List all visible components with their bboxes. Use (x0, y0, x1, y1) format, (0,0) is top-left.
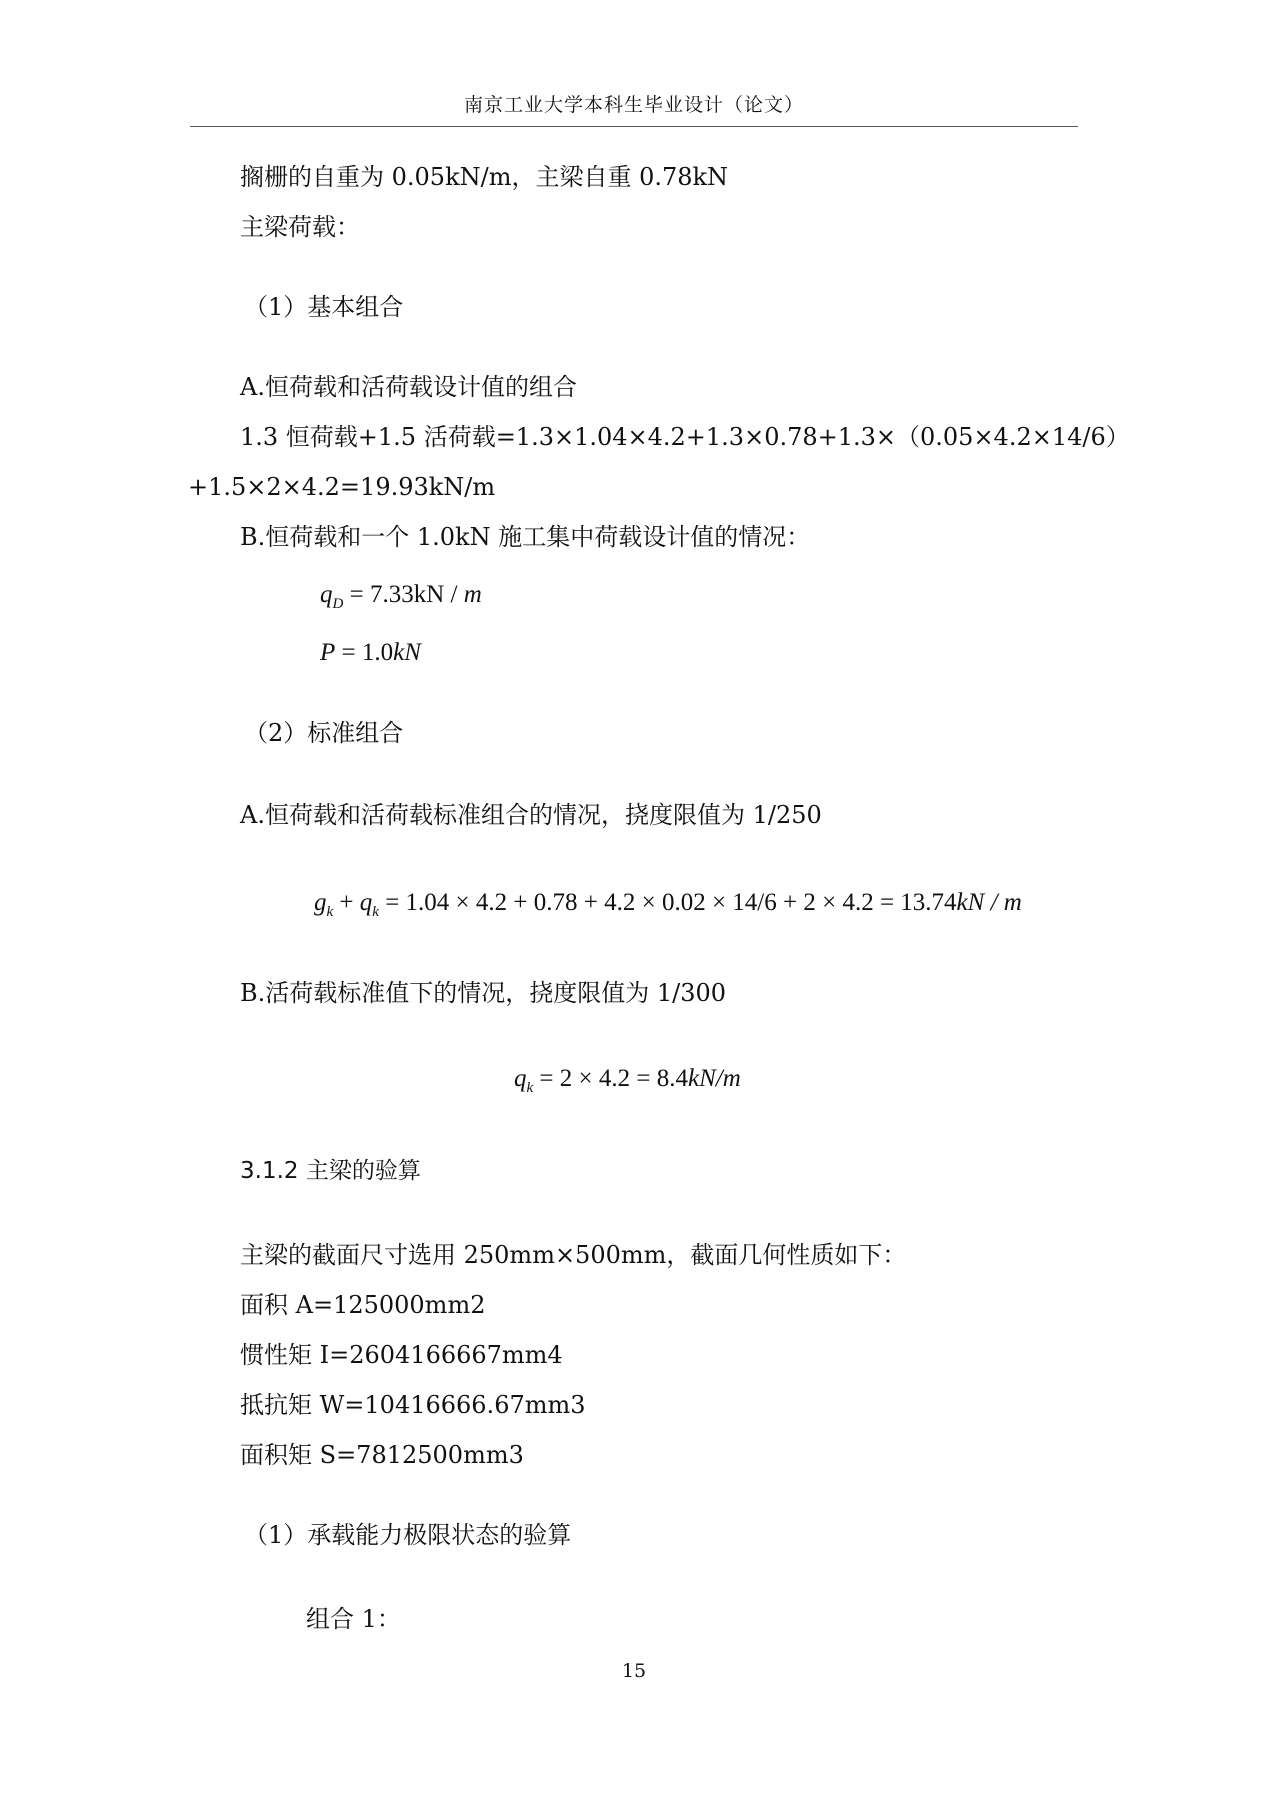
text-basic-combination: （1）基本组合 (244, 293, 404, 321)
text-standard-combination: （2）标准组合 (244, 719, 404, 747)
text-section-modulus: 抵抗矩 W=10416666.67mm3 (240, 1391, 586, 1419)
text-formula-line-1: 1.3 恒荷载+1.5 活荷载=1.3×1.04×4.2+1.3×0.78+1.3×（0.05×4.2×14/6） (240, 423, 1130, 451)
header-rule (190, 126, 1078, 127)
eq-qk-sub: k (526, 1080, 534, 1096)
text-standard-combination-b: B.活荷载标准值下的情况，挠度限值为 1/300 (240, 979, 727, 1007)
eq-gk-unit: kN / m (956, 889, 1022, 916)
eq-gk-var2: q (359, 889, 373, 916)
text-section-size: 主梁的截面尺寸选用 250mm×500mm，截面几何性质如下： (240, 1241, 907, 1269)
text-inertia: 惯性矩 I=2604166667mm4 (240, 1341, 563, 1369)
eq-qd-var: q (320, 581, 333, 608)
text-design-combination-a: A.恒荷载和活荷载设计值的组合 (240, 373, 577, 401)
section-heading: 3.1.2 主梁的验算 (240, 1158, 421, 1184)
text-self-weight: 搁栅的自重为 0.05kN/m，主梁自重 0.78kN (240, 163, 729, 191)
eq-gk-rhs: = 1.04 × 4.2 + 0.78 + 4.2 × 0.02 × 14/6 + 2 × 4.2 = 13.74 (378, 889, 957, 916)
page-header: 南京工业大学本科生毕业设计（论文） (463, 94, 804, 116)
text-design-combination-b: B.恒荷载和一个 1.0kN 施工集中荷载设计值的情况： (240, 523, 811, 551)
eq-qd-rhs: = 7.33kN / (343, 581, 464, 608)
eq-qk-rhs: = 2 × 4.2 = 8.4 (533, 1065, 688, 1092)
eq-qk-var: q (514, 1065, 527, 1092)
text-ultimate-limit-check: （1）承载能力极限状态的验算 (244, 1521, 572, 1549)
page-number: 15 (621, 1660, 647, 1682)
eq-qk-unit: kN/m (687, 1065, 741, 1092)
eq-gk-var1: g (314, 889, 327, 916)
equation-p (320, 638, 421, 668)
text-main-beam-load: 主梁荷载： (240, 213, 360, 241)
eq-gk-sub1: k (326, 904, 334, 920)
equation-gk-qk (314, 888, 1022, 918)
equation-qk (514, 1064, 741, 1094)
text-standard-combination-a: A.恒荷载和活荷载标准组合的情况，挠度限值为 1/250 (240, 801, 822, 829)
eq-gk-sub2: k (372, 904, 379, 920)
equation-qd (320, 580, 482, 610)
eq-p-rhs: = 1.0 (335, 639, 394, 666)
eq-p-var: P (320, 639, 336, 666)
eq-gk-plus: + (333, 889, 360, 916)
eq-p-unit: kN (393, 639, 421, 666)
eq-qd-sub: D (332, 596, 344, 612)
text-static-moment: 面积矩 S=7812500mm3 (240, 1441, 524, 1469)
text-combination-1: 组合 1： (306, 1605, 401, 1633)
text-formula-line-2: +1.5×2×4.2=19.93kN/m (188, 473, 496, 501)
text-area: 面积 A=125000mm2 (240, 1291, 486, 1319)
eq-qd-unit: m (463, 581, 482, 608)
